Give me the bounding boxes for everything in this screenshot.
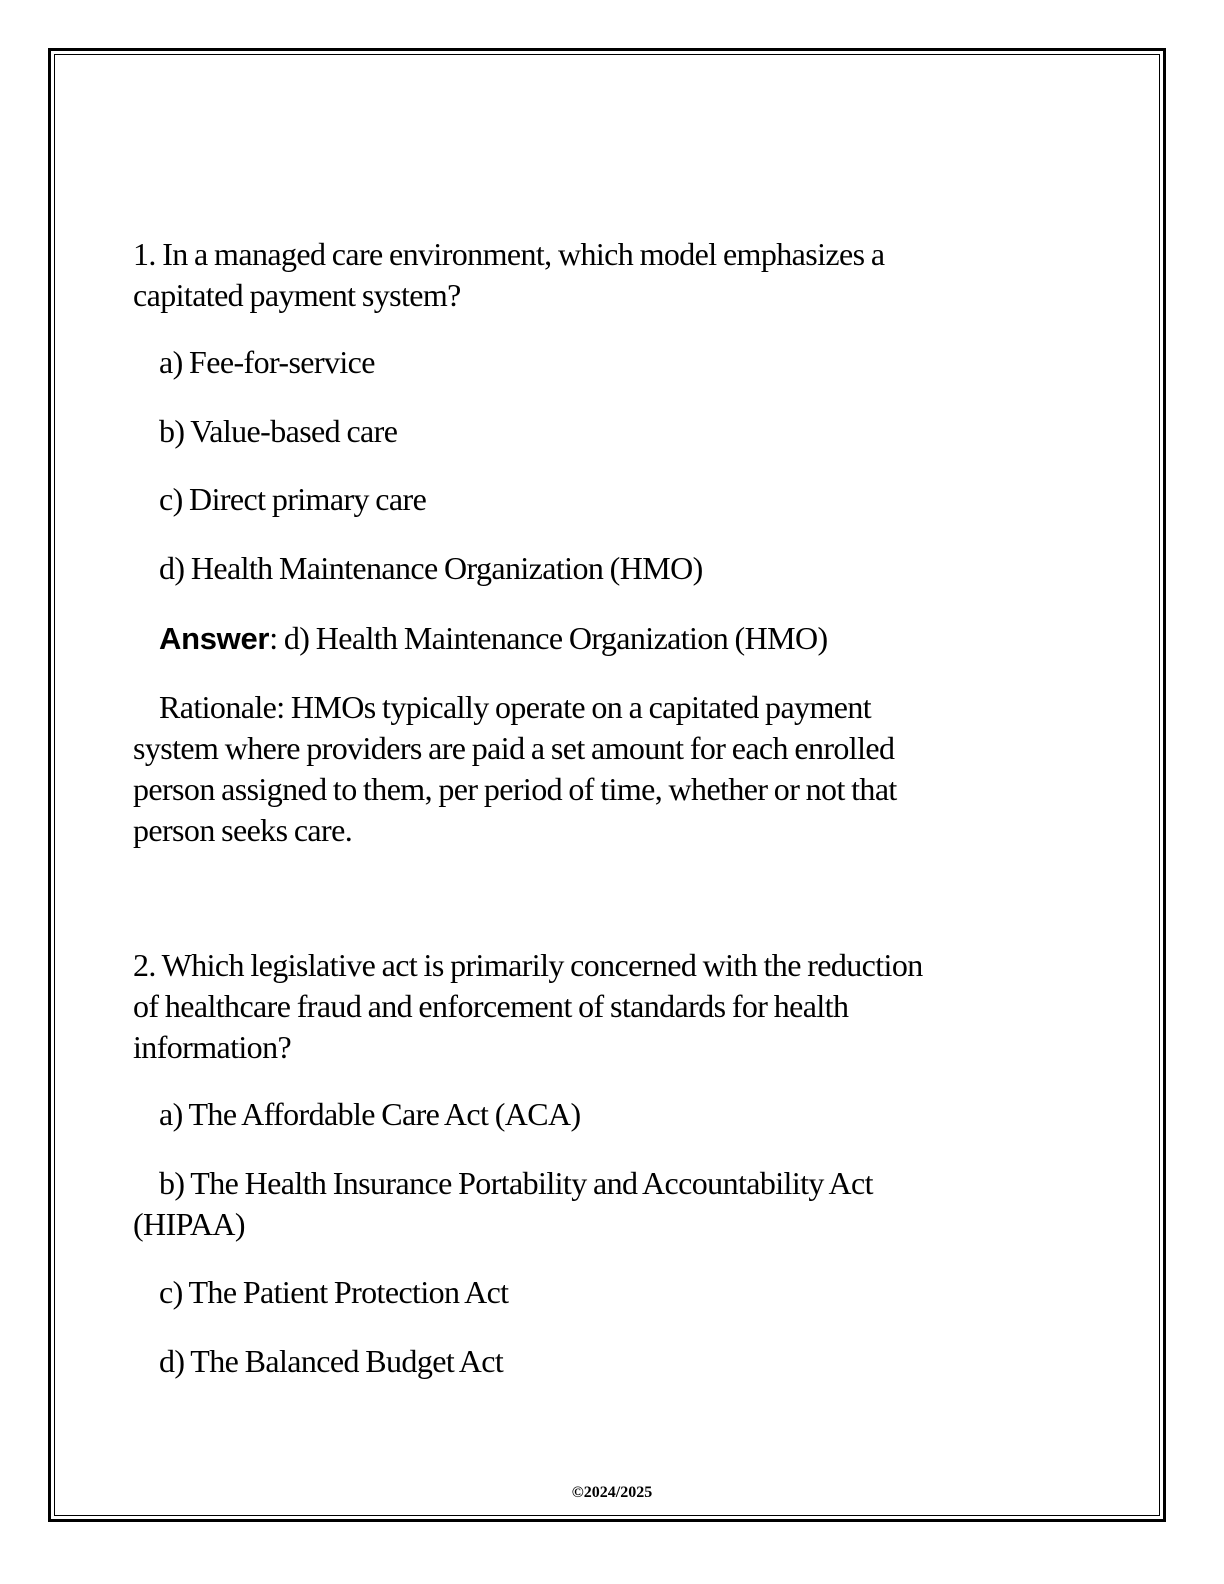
- question-2-option-b: b) The Health Insurance Portability and Accountability Act: [159, 1165, 873, 1201]
- question-2-stem-line-1: 2. Which legislative act is primarily concerned with the reduction: [133, 947, 923, 983]
- question-2-option-a: a) The Affordable Care Act (ACA): [159, 1096, 581, 1132]
- question-1-option-a: a) Fee-for-service: [159, 344, 375, 380]
- question-2-stem-line-2: of healthcare fraud and enforcement of standards for health: [133, 988, 849, 1024]
- question-1-option-b: b) Value-based care: [159, 413, 398, 449]
- question-2-option-d: d) The Balanced Budget Act: [159, 1343, 504, 1379]
- question-1-rationale-line-3: person assigned to them, per period of time, whether or not that: [133, 771, 897, 807]
- question-1-option-d: d) Health Maintenance Organization (HMO): [159, 550, 703, 586]
- question-1-stem-line-2: capitated payment system?: [133, 277, 461, 313]
- question-1-rationale-line-2: system where providers are paid a set amount for each enrolled: [133, 730, 895, 766]
- answer-label: Answer: [159, 621, 270, 656]
- question-1-option-c: c) Direct primary care: [159, 481, 427, 517]
- question-1-rationale-line-1: Rationale: HMOs typically operate on a capitated payment: [159, 689, 872, 725]
- copyright-footer: ©2024/2025: [571, 1484, 653, 1501]
- answer-text: : d) Health Maintenance Organization (HMO): [269, 620, 828, 656]
- question-2-stem-line-3: information?: [133, 1029, 292, 1065]
- question-1-rationale-line-4: person seeks care.: [133, 812, 353, 848]
- question-1-stem-line-1: 1. In a managed care environment, which model emphasizes a: [133, 236, 885, 272]
- question-2-option-c: c) The Patient Protection Act: [159, 1274, 509, 1310]
- question-1-answer: [159, 618, 828, 659]
- question-2-option-b-cont: (HIPAA): [133, 1206, 245, 1242]
